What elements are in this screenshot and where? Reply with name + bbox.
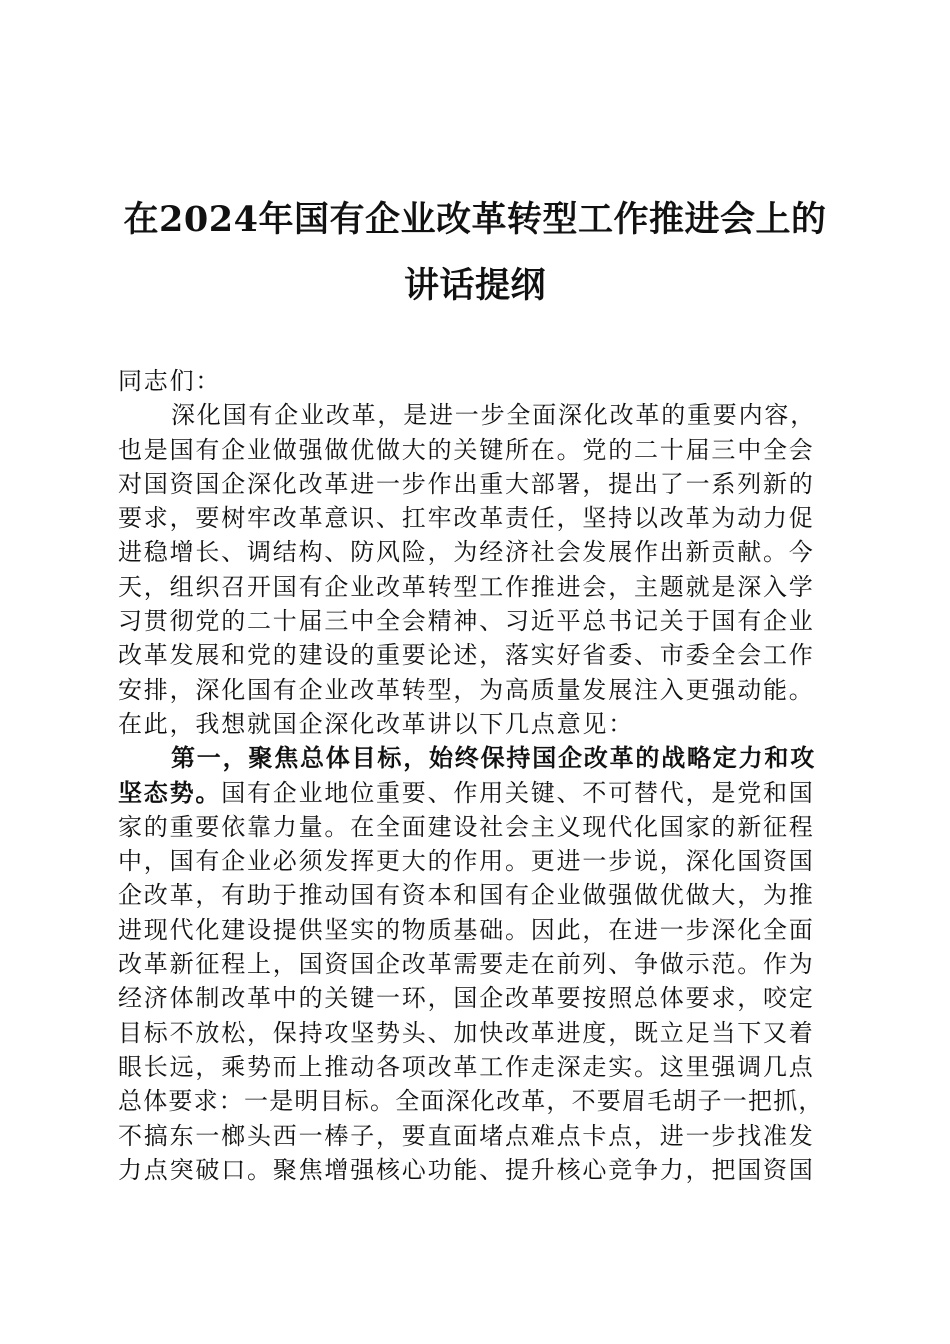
- section-1-text: 国有企业地位重要、作用关键、不可替代，是党和国: [221, 778, 815, 807]
- paragraph-1-line: 对国资国企深化改革进一步作出重大部署，提出了一系列新的: [118, 469, 815, 498]
- paragraph-1-line: 也是国有企业做强做优做大的关键所在。党的二十届三中全会: [118, 435, 815, 464]
- section-1-line: 力点突破口。聚焦增强核心功能、提升核心竞争力，把国资国: [118, 1155, 815, 1184]
- section-1-line: 中，国有企业必须发挥更大的作用。更进一步说，深化国资国: [118, 847, 815, 876]
- section-1-line: 企改革，有助于推动国有资本和国有企业做强做优做大，为推: [118, 881, 815, 910]
- document-title-line-1: 在2024年国有企业改革转型工作推进会上的: [123, 199, 827, 240]
- paragraph-1-line: 习贯彻党的二十届三中全会精神、习近平总书记关于国有企业: [118, 607, 815, 636]
- paragraph-1-line: 要求，要树牢改革意识、扛牢改革责任，坚持以改革为动力促: [118, 504, 815, 533]
- section-1-line: [118, 776, 833, 810]
- section-1-line: 眼长远，乘势而上推动各项改革工作走深走实。这里强调几点: [118, 1052, 815, 1081]
- paragraph-1-line: 进稳增长、调结构、防风险，为经济社会发展作出新贡献。今: [118, 538, 815, 567]
- section-1-line: 经济体制改革中的关键一环，国企改革要按照总体要求，咬定: [118, 984, 815, 1013]
- section-1-line: 进现代化建设提供坚实的物质基础。因此，在进一步深化全面: [118, 915, 815, 944]
- section-1-line: 家的重要依靠力量。在全面建设社会主义现代化国家的新征程: [118, 812, 815, 841]
- section-1-line: 目标不放松，保持攻坚势头、加快改革进度，既立足当下又着: [118, 1018, 815, 1047]
- document-body: [118, 364, 833, 1187]
- document-title-line-2: 讲话提纲: [403, 265, 546, 306]
- paragraph-1-line: 天，组织召开国有企业改革转型工作推进会，主题就是深入学: [118, 572, 815, 601]
- section-1-heading: 第一，聚焦总体目标，始终保持国企改革的战略定力和攻: [171, 743, 816, 773]
- section-1-heading-end: 坚态势。: [118, 777, 222, 807]
- section-1-line: 总体要求：一是明目标。全面深化改革，不要眉毛胡子一把抓，: [118, 1087, 824, 1116]
- paragraph-1-line: 改革发展和党的建设的重要论述，落实好省委、市委全会工作: [118, 641, 815, 670]
- salutation: 同志们：: [118, 367, 222, 395]
- paragraph-1-line: 深化国有企业改革，是进一步全面深化改革的重要内容，: [171, 401, 816, 430]
- paragraph-1-line: 在此，我想就国企深化改革讲以下几点意见：: [118, 709, 634, 738]
- section-1-line: 不搞东一榔头西一棒子，要直面堵点难点卡点，进一步找准发: [118, 1121, 815, 1150]
- paragraph-1-line: 安排，深化国有企业改革转型，为高质量发展注入更强动能。: [118, 675, 815, 704]
- section-1-line: 改革新征程上，国资国企改革需要走在前列、争做示范。作为: [118, 950, 815, 979]
